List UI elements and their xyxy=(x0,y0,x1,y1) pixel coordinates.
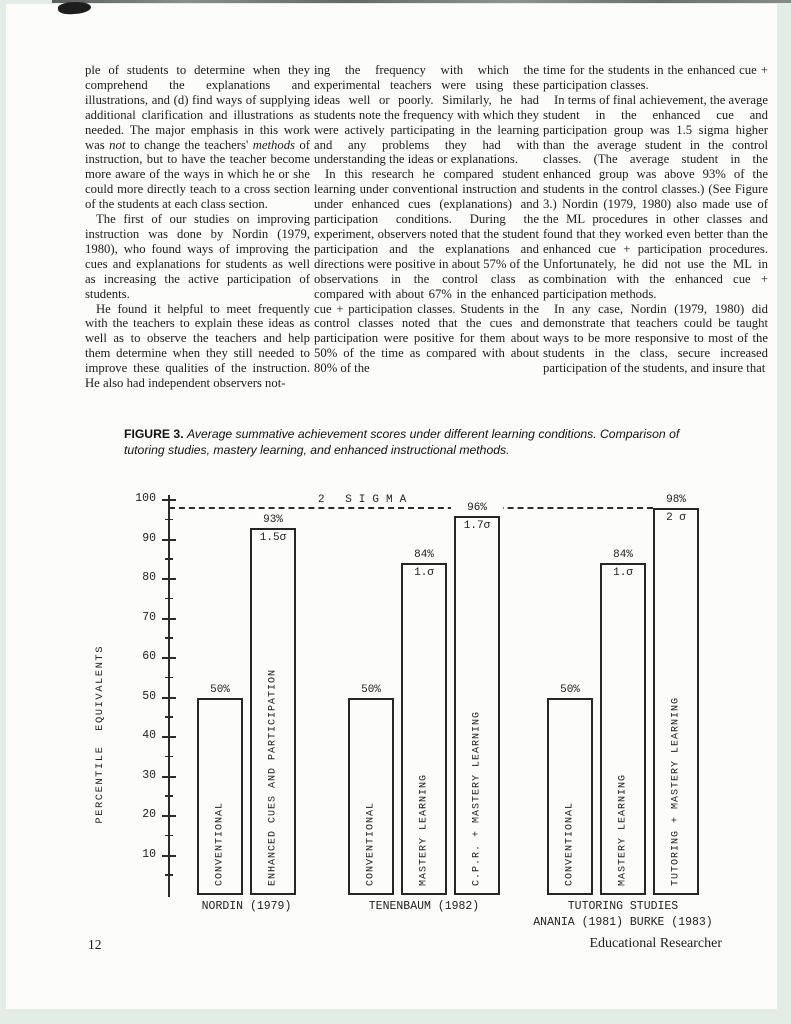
text-column-2 xyxy=(314,63,539,376)
paragraph: The first of our studies on improving instruction was done by Nordin (1979, 1980), who found ways of improving the cues and explanations for students as well as increasing the active participation of students. xyxy=(85,212,310,301)
y-minor-tick xyxy=(165,835,173,837)
figure-caption-label: FIGURE 3. xyxy=(124,427,184,441)
two-sigma-label: 2 SIGMA xyxy=(318,493,414,506)
bar-name-label: CONVENTIONAL xyxy=(214,801,226,886)
paragraph: He found it helpful to meet frequently with the teachers to explain these ideas as well as to observe the teachers and help them determine when they still needed to improve these qualities of the instruction. He also had independent observers not- xyxy=(85,301,310,391)
y-tick-label: 100 xyxy=(135,492,156,505)
group-label: TENENBAUM (1982) xyxy=(368,900,480,913)
y-tick-label: 50 xyxy=(142,689,156,703)
italic-text-segment: methods xyxy=(252,137,295,152)
bar xyxy=(348,698,394,896)
text-segment: to change the teachers' xyxy=(125,137,253,152)
bar-sigma-label: 1.σ xyxy=(613,567,633,580)
paragraph xyxy=(85,63,310,212)
page-number: 12 xyxy=(88,937,102,952)
bar-value-label: 98% xyxy=(650,494,702,506)
bar-name-label: TUTORING + MASTERY LEARNING xyxy=(670,696,682,886)
y-tick xyxy=(162,855,176,857)
y-tick-label: 30 xyxy=(142,768,156,782)
y-minor-tick xyxy=(165,716,173,718)
bar-value-label: 50% xyxy=(345,684,397,696)
bar xyxy=(250,528,296,895)
bar xyxy=(547,698,593,896)
text-column-3 xyxy=(543,63,768,376)
bar xyxy=(653,508,699,895)
bar-value-label: 93% xyxy=(247,514,299,526)
y-minor-tick xyxy=(165,598,173,600)
y-minor-tick xyxy=(165,558,173,560)
bar-value-label: 84% xyxy=(398,549,450,561)
bar-name-label: C.P.R. + MASTERY LEARNING xyxy=(471,710,483,886)
bar-sigma-label: 1.σ xyxy=(414,567,434,580)
y-tick xyxy=(162,657,176,659)
group-label-2: ANANIA (1981) BURKE (1983) xyxy=(533,916,713,929)
bar-sigma-label: 1.5σ xyxy=(259,531,287,544)
two-sigma-line xyxy=(169,507,653,509)
y-minor-tick xyxy=(165,677,173,679)
y-tick xyxy=(162,776,176,778)
text-segment: ple of students to determine when they comprehend the explanations and illustrations, and (d) find ways of supplying additional clarification and illustrations as needed. The major emphasis in this work was xyxy=(85,63,310,152)
y-minor-tick xyxy=(165,756,173,758)
journal-name: Educational Researcher xyxy=(589,936,722,951)
figure-caption xyxy=(124,427,698,458)
y-tick-label: 90 xyxy=(142,531,156,545)
paragraph: time for the students in the enhanced cue + participation classes. xyxy=(543,63,768,92)
y-tick-label: 70 xyxy=(142,610,156,624)
figure-caption-text: Average summative achievement scores under different learning conditions. Comparison of tutoring studies, mastery learning, and enhanced instructional methods. xyxy=(124,427,680,457)
y-tick-label: 40 xyxy=(142,729,156,742)
bar-value-label: 84% xyxy=(597,549,649,561)
paragraph: In any case, Nordin (1979, 1980) did demonstrate that teachers could be taught ways to be more responsive to most of the students in the class, secure increased participation of the students, and insure that xyxy=(543,301,768,376)
bar xyxy=(401,563,447,895)
y-tick xyxy=(162,578,176,580)
text-segment: of instruction, but to have the teacher become more aware of the ways in which he or she could more directly teach to a cross section of the students at each class section. xyxy=(85,137,311,212)
paragraph: In terms of final achievement, the average student in the enhanced cue and participation group was 1.5 sigma higher than the average student in the control classes. (The average student in the enhanced group was above 93% of the students in the control classes.) (See Figure 3.) Nordin (1979, 1980) also made use of the ML procedures in other classes and found that they worked even better than the enhanced cue + participation procedures. Unfortunately, he did not use the ML in combination with the enhanced cue + participation methods. xyxy=(543,92,768,301)
y-axis-title: PERCENTILE EQUIVALENTS xyxy=(94,645,106,824)
paragraph: ing the frequency with which the experimental teachers were using these ideas well or poorly. Similarly, he had students note the frequency with which they were actively participating in the learning and any problems they had with understanding the ideas or explanations. xyxy=(314,63,539,167)
figure-3-chart xyxy=(0,492,791,957)
bar-value-label: 96% xyxy=(451,502,503,514)
y-tick-label: 20 xyxy=(142,808,156,821)
y-minor-tick xyxy=(165,874,173,876)
y-minor-tick xyxy=(165,637,173,639)
bar-sigma-label: 2 σ xyxy=(666,511,686,524)
y-tick xyxy=(162,539,176,541)
bar xyxy=(454,516,500,895)
y-tick xyxy=(162,697,176,699)
bar-name-label: MASTERY LEARNING xyxy=(418,773,430,886)
bar xyxy=(600,563,646,895)
y-tick-label: 80 xyxy=(142,571,156,584)
text-column-1 xyxy=(85,63,310,391)
bar-name-label: MASTERY LEARNING xyxy=(617,773,629,886)
y-minor-tick xyxy=(165,795,173,797)
y-tick xyxy=(162,618,176,620)
scan-edge-artifact xyxy=(52,0,791,3)
bar-name-label: CONVENTIONAL xyxy=(365,801,377,886)
y-tick-label: 10 xyxy=(142,847,156,861)
bar-name-label: ENHANCED CUES AND PARTICIPATION xyxy=(267,668,279,886)
y-tick xyxy=(162,499,176,501)
group-label: TUTORING STUDIES xyxy=(567,900,679,913)
bar-name-label: CONVENTIONAL xyxy=(564,801,576,886)
bar xyxy=(197,698,243,896)
y-tick xyxy=(162,815,176,817)
group-label: NORDIN (1979) xyxy=(201,900,292,913)
y-tick-label: 60 xyxy=(142,650,156,663)
bar-sigma-label: 1.7σ xyxy=(463,519,491,532)
bar-value-label: 50% xyxy=(544,684,596,696)
bar-value-label: 50% xyxy=(194,684,246,696)
paragraph: In this research he compared student learning under conventional instruction and under enhanced cues (explanations) and participation conditions. During the experiment, observers noted that the student participation and the explanations and directions were positive in about 57% of the observations in the control class as compared with about 67% in the enhanced cue + participation classes. Students in the control classes noted that the cues and participation were positive for them about 50% of the time as compared with about 80% of the xyxy=(314,167,539,376)
y-minor-tick xyxy=(165,519,173,521)
y-tick xyxy=(162,736,176,738)
italic-text-segment: not xyxy=(109,137,126,152)
